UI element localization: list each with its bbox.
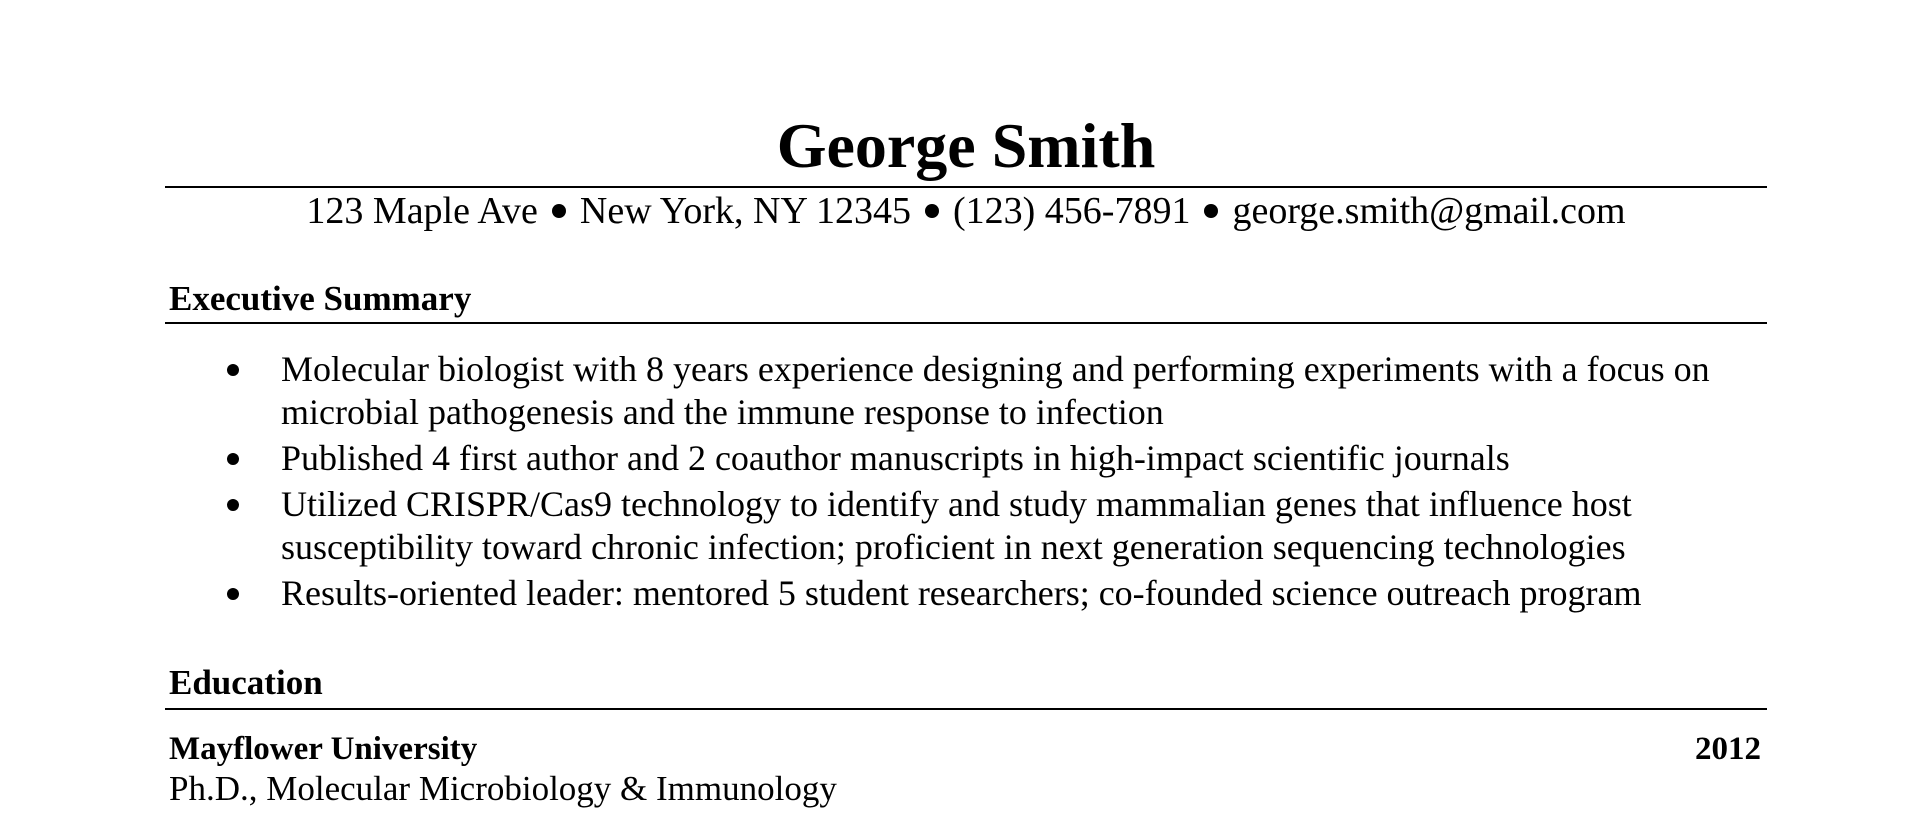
- bullet-separator-icon: [1204, 204, 1218, 218]
- contact-phone: (123) 456-7891: [953, 190, 1191, 232]
- education-heading: Education: [169, 663, 323, 702]
- education-divider: [165, 708, 1767, 710]
- contact-email: george.smith@gmail.com: [1232, 190, 1626, 232]
- contact-address: 123 Maple Ave: [306, 190, 538, 232]
- bullet-separator-icon: [552, 204, 566, 218]
- contact-city: New York, NY 12345: [579, 190, 911, 232]
- executive-summary-list: [165, 348, 1767, 618]
- summary-bullet-text: Published 4 first author and 2 coauthor manuscripts in high-impact scientific journals: [281, 438, 1510, 478]
- contact-line: [165, 188, 1767, 234]
- bullet-separator-icon: [925, 204, 939, 218]
- education-year: 2012: [1695, 731, 1761, 767]
- bullet-icon: [227, 453, 239, 465]
- summary-bullet-text: Utilized CRISPR/Cas9 technology to identify and study mammalian genes that influence host susceptibility toward chronic infection; proficient in next generation sequencing technologies: [281, 484, 1632, 567]
- list-item: [165, 348, 1767, 434]
- candidate-name: George Smith: [776, 110, 1156, 181]
- bullet-icon: [227, 364, 239, 376]
- bullet-icon: [227, 588, 239, 600]
- bullet-icon: [227, 499, 239, 511]
- list-item: [165, 437, 1767, 480]
- executive-summary-divider: [165, 322, 1767, 324]
- summary-bullet-text: Molecular biologist with 8 years experience designing and performing experiments with a focus on microbial pathogenesis and the immune response to infection: [281, 349, 1710, 432]
- summary-bullet-text: Results-oriented leader: mentored 5 student researchers; co-founded science outreach program: [281, 573, 1642, 613]
- resume-page: [165, 0, 1767, 826]
- list-item: [165, 572, 1767, 615]
- education-degree: Ph.D., Molecular Microbiology & Immunology: [169, 769, 837, 808]
- list-item: [165, 483, 1767, 569]
- executive-summary-heading: Executive Summary: [169, 279, 472, 318]
- education-school: Mayflower University: [169, 731, 478, 767]
